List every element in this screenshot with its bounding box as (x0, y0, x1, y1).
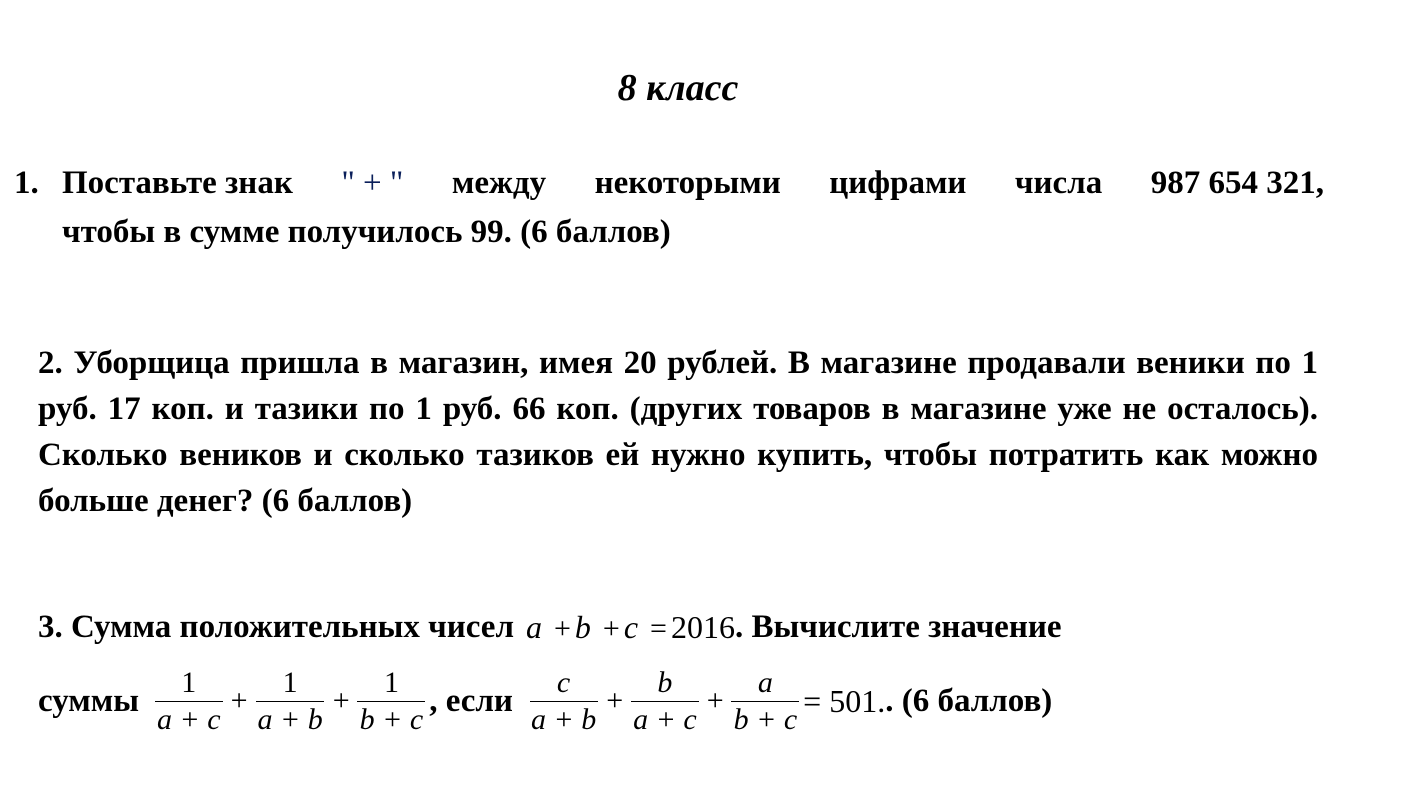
fraction-numerator: 1 (256, 665, 324, 702)
problem-1-word: между (451, 164, 547, 201)
problem-3-middle: , если (429, 682, 513, 719)
fraction-denominator: a + c (157, 702, 221, 736)
fraction (629, 665, 701, 738)
problem-1-word: цифрами (829, 164, 967, 201)
problem-2: 2. Уборщица пришла в магазин, имея 20 рублей. В магазине продавали веники по 1 руб. 17 коп. и тазики по 1 руб. 66 коп. (других товаров в магазине уже не осталось). Сколько веников и сколько тазиков ей нужно купить, чтобы потратить как можно больше денег? (6 баллов) (38, 345, 1318, 519)
problem-1-text-before: Поставьте знак (62, 164, 293, 201)
problem-1-word: числа (1014, 164, 1103, 201)
problem-1-line-2: чтобы в сумме получилось 99. (6 баллов) (62, 214, 671, 250)
problem-3-line-1 (38, 603, 1338, 651)
problem-1-word: некоторыми (594, 164, 781, 201)
problem-1-word: 987 654 321, (1150, 164, 1324, 201)
fraction-numerator: 1 (155, 665, 223, 702)
fraction-numerator: c (530, 665, 598, 702)
fraction-denominator: a + c (633, 702, 697, 736)
fraction-denominator: b + c (359, 702, 424, 736)
sum-value: 2016 (670, 608, 735, 645)
problem-3-ending: . (6 баллов) (885, 682, 1053, 719)
problem-3-after-condition: . Вычислите значение (734, 608, 1062, 645)
fraction (527, 665, 600, 738)
var-c: c (623, 608, 639, 645)
problem-3 (38, 603, 1338, 743)
var-a: a (525, 608, 542, 645)
fraction (356, 665, 428, 738)
problem-1-number: 1. (14, 164, 39, 201)
fraction-denominator: a + b (530, 702, 597, 736)
var-b: b (574, 608, 591, 645)
fraction (730, 665, 802, 738)
fraction (153, 665, 225, 738)
plus-op: + (553, 611, 571, 645)
problem-3-line2-prefix: суммы (38, 682, 139, 719)
fraction-numerator: b (631, 665, 699, 702)
problem-3-line-2: суммы $\frac{1}{a + c}$ + $\frac{1}{a + b}$ + $\frac{1}{b + c}$ , если $\frac{c}{a + b}$ + $\frac{b}{a + c}$ + $\frac{a}{b + c}$ = 501. . (6 баллов) (38, 665, 1053, 736)
plus-op: + (602, 611, 620, 645)
fraction (253, 665, 326, 738)
equals-op: = (650, 611, 667, 645)
fraction-denominator: a + b (257, 702, 323, 736)
fraction-numerator: 1 (357, 665, 425, 702)
problem-1-start (14, 165, 293, 202)
plus-sign: " + " (341, 164, 404, 201)
sum-condition (526, 609, 735, 646)
fraction-numerator: a (731, 665, 799, 702)
problem-3-prefix: 3. Сумма положительных чисел (38, 608, 514, 645)
condition-result: = 501. (803, 682, 886, 719)
fraction-denominator: b + c (733, 702, 798, 736)
page-title: 8 класс (617, 67, 739, 109)
problem-1-line-1 (14, 160, 1324, 206)
problem-1 (14, 160, 1324, 251)
